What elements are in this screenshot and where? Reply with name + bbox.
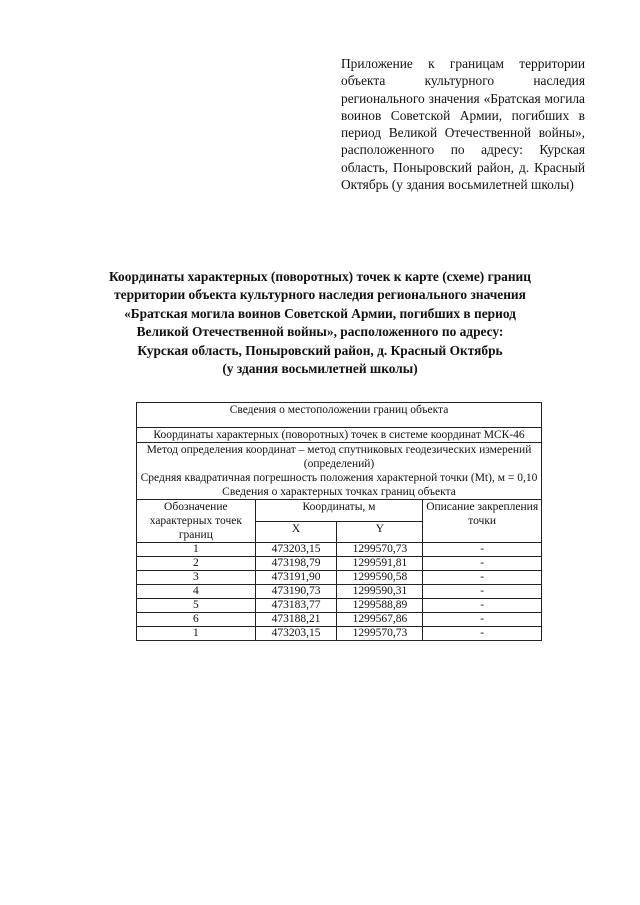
- column-header-row: [137, 500, 542, 522]
- appendix-line: Приложение к границам территории: [341, 56, 585, 71]
- point-id: 1: [137, 627, 256, 641]
- appendix-note: [341, 55, 585, 193]
- accuracy-text: Средняя квадратичная погрешность положения характерной точки (Mt), м = 0,10: [140, 472, 538, 484]
- point-x: 473191,90: [255, 571, 337, 585]
- title-line: Великой Отечественной войны», расположенного по адресу:: [136, 324, 504, 340]
- location-header: Сведения о местоположении границ объекта: [137, 403, 542, 428]
- appendix-line: Отечественной войны»,: [444, 125, 585, 141]
- point-id: 3: [137, 571, 256, 585]
- coordinate-system: Координаты характерных (поворотных) точек в системе координат МСК-46: [137, 428, 542, 443]
- title-line: Координаты характерных (поворотных) точек к карте (схеме) границ: [109, 269, 531, 284]
- point-x: 473188,21: [255, 613, 337, 627]
- point-desc: -: [423, 627, 542, 641]
- table-row: [137, 613, 542, 627]
- table-row: [137, 543, 542, 557]
- appendix-line: область, Поныровский район,: [341, 159, 514, 175]
- point-x: 473190,73: [255, 585, 337, 599]
- title-line: (у здания восьмилетней школы): [222, 361, 418, 377]
- appendix-line: объекта культурного наследия: [341, 73, 585, 89]
- point-y: 1299570,73: [337, 627, 423, 641]
- appendix-line: восьмилетней школы): [447, 177, 574, 193]
- point-desc: -: [423, 585, 542, 599]
- point-id: 5: [137, 599, 256, 613]
- point-desc: -: [423, 599, 542, 613]
- point-id: 4: [137, 585, 256, 599]
- appendix-line: погибших в период Великой: [341, 107, 585, 141]
- col-y: Y: [337, 521, 423, 543]
- table-section-method: [137, 443, 542, 500]
- document-title: [80, 268, 560, 378]
- point-y: 1299591,81: [337, 557, 423, 571]
- col-x: X: [255, 521, 337, 543]
- col-description: Описание закрепления точки: [423, 500, 542, 543]
- point-desc: -: [423, 571, 542, 585]
- title-line: территории объекта культурного наследия регионального значения: [114, 287, 526, 303]
- appendix-line: могила воинов Советской Армии,: [341, 90, 585, 123]
- method-text: Метод определения координат – метод спутниковых геодезических измерений (определений): [146, 444, 532, 470]
- point-x: 473203,15: [255, 543, 337, 557]
- point-y: 1299567,86: [337, 613, 423, 627]
- title-line: «Братская могила воинов Советской Армии, погибших в период: [124, 305, 516, 321]
- point-id: 6: [137, 613, 256, 627]
- table-row: [137, 571, 542, 585]
- table-row: [137, 627, 542, 641]
- points-header: Сведения о характерных точках границ объекта: [222, 486, 456, 498]
- coordinates-table: [136, 402, 542, 641]
- method-cell: [137, 443, 542, 500]
- point-y: 1299590,31: [337, 585, 423, 599]
- col-designation: Обозначение характерных точек границ: [137, 500, 256, 543]
- point-desc: -: [423, 613, 542, 627]
- table-row: [137, 599, 542, 613]
- point-y: 1299570,73: [337, 543, 423, 557]
- point-desc: -: [423, 543, 542, 557]
- col-coordinates: Координаты, м: [255, 500, 423, 522]
- point-desc: -: [423, 557, 542, 571]
- point-x: 473203,15: [255, 627, 337, 641]
- appendix-line: расположенного по адресу: Курская: [341, 142, 585, 158]
- table-section-header: [137, 403, 542, 428]
- table-section-system: [137, 428, 542, 443]
- point-y: 1299588,89: [337, 599, 423, 613]
- point-y: 1299590,58: [337, 571, 423, 585]
- table-row: [137, 557, 542, 571]
- title-line: Курская область, Поныровский район, д. Красный Октябрь: [137, 342, 503, 358]
- appendix-line: д. Красный Октябрь (у здания: [341, 159, 585, 193]
- table-row: [137, 585, 542, 599]
- point-x: 473183,77: [255, 599, 337, 613]
- point-id: 2: [137, 557, 256, 571]
- point-id: 1: [137, 543, 256, 557]
- point-x: 473198,79: [255, 557, 337, 571]
- appendix-line: регионального значения «Братская: [341, 90, 541, 106]
